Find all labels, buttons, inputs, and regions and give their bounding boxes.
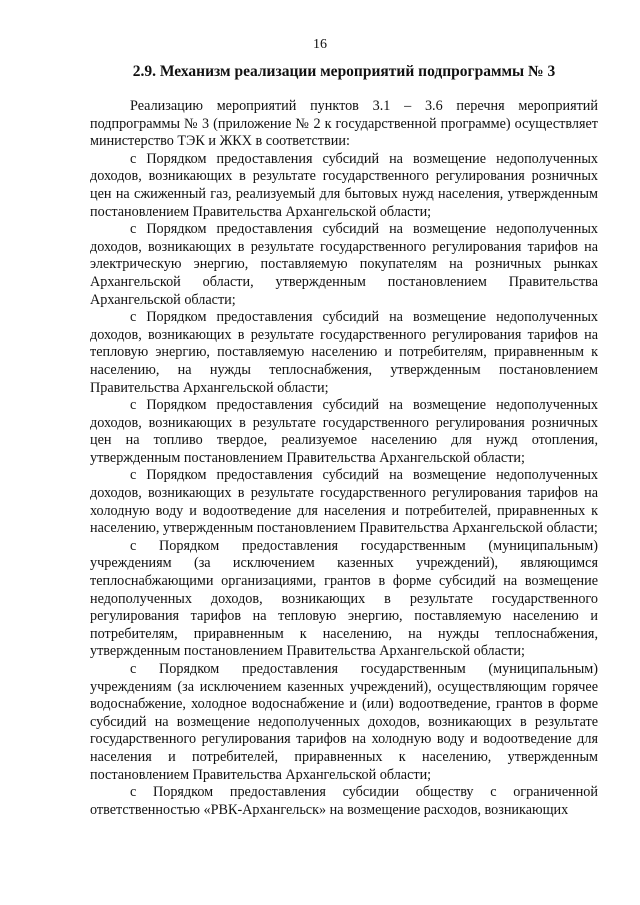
paragraph-solid-fuel-subsidy: с Порядком предоставления субсидий на возмещение недополученных доходов, возникающих в результате государственного регулирования розничных цен на топливо твердое, реализуемое населению для нужд отопления, утвержденным постановлением Правительства Архангельской области; [90, 397, 598, 466]
paragraph-electricity-subsidy: с Порядком предоставления субсидий на возмещение недополученных доходов, возникающих в результате государственного регулирования тарифов на электрическую энергию, поставляемую покупателям на розничных рынках Архангельской области, утвержденным постановлением Правительства Архангельской области; [90, 221, 598, 308]
paragraph-rvk-subsidy: с Порядком предоставления субсидии обществу с ограниченной ответственностью «РВК-Архангельск» на возмещение расходов, возникающих [90, 784, 598, 818]
paragraph-heat-grant: с Порядком предоставления государственным (муниципальным) учреждениям (за исключением казенных учреждений), являющимся теплоснабжающими организациями, грантов в форме субсидий на возмещение недополученных доходов, возникающих в результате государственного регулирования тарифов на тепловую энергию, поставляемую населению и потребителям, приравненным к населению, на нужды теплоснабжения, утвержденным постановлением Правительства Архангельской области; [90, 537, 598, 660]
paragraph-water-grant: с Порядком предоставления государственным (муниципальным) учреждениям (за исключением казенных учреждений), осуществляющим горячее водоснабжение, холодное водоснабжение и (или) водоотведение, грантов в форме субсидий на возмещение недополученных доходов, возникающих в результате государственного регулирования тарифов на холодную воду и водоотведение для населения и потребителей, приравненных к населению, утвержденным постановлением Правительства Архангельской области; [90, 661, 598, 783]
paragraph-heat-subsidy: с Порядком предоставления субсидий на возмещение недополученных доходов, возникающих в результате государственного регулирования тарифов на тепловую энергию, поставляемую населению и потребителям, приравненным к населению, на нужды теплоснабжения, утвержденным постановлением Правительства Архангельской области; [90, 309, 598, 396]
page-number: 16 [313, 37, 327, 52]
paragraph-water-subsidy: с Порядком предоставления субсидий на возмещение недополученных доходов, возникающих в результате государственного регулирования тарифов на холодную воду и водоотведение для населения и потребителей, приравненных к населению, утвержденным постановлением Правительства Архангельской области; [90, 467, 598, 537]
paragraph-gas-subsidy: с Порядком предоставления субсидий на возмещение недополученных доходов, возникающих в результате государственного регулирования розничных цен на сжиженный газ, реализуемый для бытовых нужд населения, утвержденным постановлением Правительства Архангельской области; [90, 150, 598, 220]
document-body [90, 98, 598, 819]
paragraph-intro: Реализацию мероприятий пунктов 3.1 – 3.6 перечня мероприятий подпрограммы № 3 (приложение № 2 к государственной программе) осуществляет министерство ТЭК и ЖКХ в соответствии: [90, 98, 598, 150]
section-heading: 2.9. Механизм реализации мероприятий подпрограммы № 3 [132, 63, 556, 80]
